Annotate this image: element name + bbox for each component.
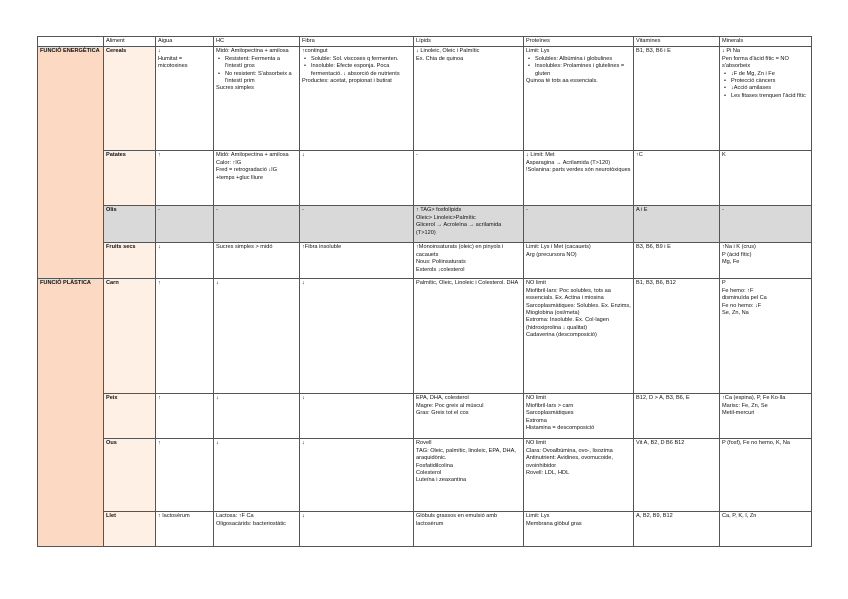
cell-line: Ca, P, K, I, Zn bbox=[722, 513, 757, 520]
food-name: Cereals bbox=[104, 47, 156, 151]
cell-line: ↓ Linoleic, Oleic i Palmític bbox=[416, 48, 480, 55]
cell-line: Fred = retrogradació ↓IG bbox=[216, 167, 278, 174]
nutrition-table bbox=[37, 36, 812, 547]
minerals-cell bbox=[720, 151, 812, 206]
cell-line: P (fosf), Fe no hemo, K, Na bbox=[722, 440, 790, 447]
cell-line: Estroma bbox=[526, 417, 547, 424]
lipids-cell bbox=[414, 243, 524, 279]
header-row bbox=[38, 37, 812, 47]
lipids-cell bbox=[414, 151, 524, 206]
bullet-item: • Les fitases trenquen l'àcid fític bbox=[731, 93, 809, 100]
table-row bbox=[38, 439, 812, 512]
header-hc: HC bbox=[214, 37, 300, 47]
cell-line: B1, B3, B6, B12 bbox=[636, 280, 676, 287]
food-name: Patates bbox=[104, 151, 156, 206]
fibra-cell bbox=[300, 243, 414, 279]
vitamines-cell bbox=[634, 151, 720, 206]
cell-line: P bbox=[722, 280, 726, 287]
cell-line: Rovell bbox=[416, 440, 432, 447]
food-name: Peix bbox=[104, 394, 156, 439]
bullet-item: • No resistent: S'absorbeix a l'intestí prim bbox=[225, 71, 297, 86]
cell-line: NO limit bbox=[526, 395, 546, 402]
food-name: Ous bbox=[104, 439, 156, 512]
header-section bbox=[38, 37, 104, 47]
cell-line: Pen forma d'àcid fític = NO s'absorbeix bbox=[722, 55, 789, 70]
hc-cell bbox=[214, 439, 300, 512]
header-proteines: Proteïnes bbox=[524, 37, 634, 47]
vitamines-cell bbox=[634, 279, 720, 394]
minerals-cell bbox=[720, 206, 812, 243]
minerals-cell bbox=[720, 243, 812, 279]
aigua-cell bbox=[156, 206, 214, 243]
cell-line: B12, D > A, B3, B6, E bbox=[636, 395, 690, 402]
proteines-cell bbox=[524, 47, 634, 151]
cell-line: Magre: Poc greix al múscul bbox=[416, 402, 484, 409]
cell-line: - bbox=[158, 207, 160, 214]
lipids-cell bbox=[414, 512, 524, 547]
aigua-cell bbox=[156, 47, 214, 151]
cell-line: Glicerol → Acroleïna → acrilamida (T>120) bbox=[416, 222, 502, 236]
vitamines-cell bbox=[634, 206, 720, 243]
fibra-cell bbox=[300, 47, 414, 151]
aigua-cell bbox=[156, 151, 214, 206]
hc-cell bbox=[214, 243, 300, 279]
cell-line: ↑ lactosèrum bbox=[158, 513, 190, 520]
cell-line: A i E bbox=[636, 207, 648, 214]
cell-line: Oleic> Linoleic>Palmític bbox=[416, 214, 476, 221]
aigua-cell bbox=[156, 243, 214, 279]
hc-cell bbox=[214, 512, 300, 547]
proteines-cell bbox=[524, 394, 634, 439]
hc-cell bbox=[214, 47, 300, 151]
bullet-item: • Insoluble: Efecte esponja. Poca fermentació. ↓ absorció de nutrients bbox=[311, 63, 411, 78]
cell-line: Se, Zn, Na bbox=[722, 309, 749, 316]
cell-line: Sarcoplasmàtiques bbox=[526, 410, 574, 417]
food-name: Olis bbox=[104, 206, 156, 243]
cell-line: TAG: Oleic, palmític, linoleic, EPA, DHA, araquidònic. bbox=[416, 447, 516, 462]
vitamines-cell bbox=[634, 439, 720, 512]
cell-line: - bbox=[526, 207, 528, 214]
cell-line: Metil-mercuri bbox=[722, 410, 755, 417]
bullet-list bbox=[302, 56, 411, 78]
vitamines-cell bbox=[634, 47, 720, 151]
header-minerals: Minerals bbox=[720, 37, 812, 47]
proteines-cell bbox=[524, 439, 634, 512]
cell-line: Midó: Amilopectina + amilosa bbox=[216, 48, 289, 55]
minerals-cell bbox=[720, 512, 812, 547]
cell-line: ↑ TAG> fosfolípids bbox=[416, 207, 462, 214]
proteines-cell bbox=[524, 279, 634, 394]
header-aigua: Aigua bbox=[156, 37, 214, 47]
cell-line: ↓ bbox=[302, 440, 305, 447]
hc-cell bbox=[214, 206, 300, 243]
cell-line: Histamina = descomposició bbox=[526, 424, 595, 431]
table-row bbox=[38, 206, 812, 243]
cell-line: Lactosa: ↑F Ca bbox=[216, 513, 254, 520]
cell-line: Fosfatidilcolina bbox=[416, 462, 453, 469]
cell-line: Arg (precursora NO) bbox=[526, 251, 577, 258]
minerals-cell bbox=[720, 279, 812, 394]
food-name: Carn bbox=[104, 279, 156, 394]
cell-line: Clara: Ovoalbúmina, ovo-, lisozima bbox=[526, 447, 613, 454]
cell-line: Sucres simples > midó bbox=[216, 244, 273, 251]
cell-line: Calor: ↑IG bbox=[216, 159, 242, 166]
table-row bbox=[38, 47, 812, 151]
lipids-cell bbox=[414, 47, 524, 151]
cell-line: Sarcoplasmàtiques: Solubles. Ex. Enzims, Mioglobina (oxi/meta) bbox=[526, 302, 631, 316]
cell-line: ↓ bbox=[302, 152, 305, 159]
fibra-cell bbox=[300, 206, 414, 243]
cell-line: P (àcid fític) bbox=[722, 251, 752, 258]
cell-line: ↑Ca (espina), P, Fe Ko·lla bbox=[722, 395, 786, 402]
section-label: FUNCIÓ ENERGÈTICA bbox=[38, 47, 104, 279]
fibra-cell bbox=[300, 279, 414, 394]
cell-line: Midó: Amilopectina + amilosa bbox=[216, 152, 289, 159]
bullet-item: • Solubles: Albúmina i globulines bbox=[535, 56, 631, 63]
cell-line: - bbox=[416, 152, 418, 159]
cell-line: ↓ bbox=[302, 513, 305, 520]
aigua-cell bbox=[156, 279, 214, 394]
food-name: Fruits secs bbox=[104, 243, 156, 279]
cell-line: ↑C bbox=[636, 152, 643, 159]
cell-line: ↓ Limit: Met bbox=[526, 152, 555, 159]
cell-line: - bbox=[722, 207, 724, 214]
cell-line: Estroma: Insoluble. Ex. Col·lagen (hidroxiprolina ↓ qualitat) bbox=[526, 317, 610, 331]
proteines-cell bbox=[524, 512, 634, 547]
cell-line: Palmític, Oleic, Linoleic i Colesterol. DHA bbox=[416, 280, 519, 287]
bullet-list bbox=[526, 56, 631, 78]
fibra-cell bbox=[300, 394, 414, 439]
cell-line: ↓ bbox=[216, 440, 219, 447]
cell-line: Colesterol bbox=[416, 469, 442, 476]
fibra-cell bbox=[300, 151, 414, 206]
cell-line: NO limit bbox=[526, 280, 546, 287]
cell-line: ↑contingut bbox=[302, 48, 328, 55]
bullet-item: • Soluble: Sol. viscoses q fermenten. bbox=[311, 56, 411, 63]
cell-line: ↑Na i K (crus) bbox=[722, 244, 756, 251]
header-fibra: Fibra bbox=[300, 37, 414, 47]
cell-line: Marisc: Fe, Zn, Se bbox=[722, 402, 768, 409]
bullet-item: • ↓Acció amilases bbox=[731, 85, 809, 92]
cell-line: Oligosacàrids: bacteriostàtic bbox=[216, 520, 286, 527]
cell-line: ↓ bbox=[302, 395, 305, 402]
cell-line: ↓ bbox=[302, 280, 305, 287]
fibra-cell bbox=[300, 439, 414, 512]
minerals-cell bbox=[720, 394, 812, 439]
lipids-cell bbox=[414, 279, 524, 394]
cell-line: B3, B6, B9 i E bbox=[636, 244, 671, 251]
lipids-cell bbox=[414, 439, 524, 512]
cell-line: - bbox=[302, 207, 304, 214]
cell-line: ↓ bbox=[216, 395, 219, 402]
hc-cell bbox=[214, 279, 300, 394]
table-row bbox=[38, 512, 812, 547]
section-label: FUNCIÓ PLÀSTICA bbox=[38, 279, 104, 547]
lipids-cell bbox=[414, 206, 524, 243]
proteines-cell bbox=[524, 243, 634, 279]
aigua-cell bbox=[156, 512, 214, 547]
bullet-item: • Insolubles: Prolamines i glutelines = gluten bbox=[535, 63, 631, 78]
minerals-cell bbox=[720, 47, 812, 151]
cell-line: Esterols ↓colesterol bbox=[416, 266, 465, 273]
cell-line: Luteïna i zeaxantina bbox=[416, 477, 467, 484]
cell-line: ↑ bbox=[158, 395, 161, 402]
hc-cell bbox=[214, 394, 300, 439]
cell-line: ↑Fibra insoluble bbox=[302, 244, 342, 251]
cell-line: B1, B3, B6 i E bbox=[636, 48, 671, 55]
cell-line: Cadaverina (descomposició) bbox=[526, 332, 597, 338]
cell-line: Ex. Chia de quinoa bbox=[416, 55, 464, 62]
header-aliment: Aliment bbox=[104, 37, 156, 47]
cell-line: EPA, DHA, colesterol bbox=[416, 395, 469, 402]
minerals-cell bbox=[720, 439, 812, 512]
cell-line: Asparagina → Acrilamida (T>120) bbox=[526, 159, 611, 166]
cell-line: - bbox=[216, 207, 218, 214]
table-row bbox=[38, 243, 812, 279]
cell-line: Fe no hemo: ↓F bbox=[722, 302, 762, 309]
cell-line: ↓ bbox=[158, 244, 161, 251]
cell-line: ↑ bbox=[158, 280, 161, 287]
bullet-item: • Protecció càncers bbox=[731, 78, 809, 85]
cell-line: ↑ bbox=[158, 152, 161, 159]
table-row bbox=[38, 279, 812, 394]
cell-line: Miofibril·lars: Poc solubles, tots aa essencials. Ex. Actina i miosina bbox=[526, 287, 611, 302]
table-row bbox=[38, 151, 812, 206]
bullet-list bbox=[216, 56, 297, 86]
cell-line: Glòbuls grassos en emulsió amb lactosèrum bbox=[416, 513, 498, 527]
fibra-cell bbox=[300, 512, 414, 547]
cell-line: Productes: acetat, propionat i butirat bbox=[302, 77, 392, 84]
cell-line: Limit: Lys bbox=[526, 48, 550, 55]
cell-line: ↓ Pi Na bbox=[722, 48, 741, 55]
cell-line: disminuïda pel Ca bbox=[722, 295, 767, 302]
vitamines-cell bbox=[634, 243, 720, 279]
cell-line: Quinoa té tots aa essencials. bbox=[526, 77, 598, 84]
cell-line: Limit: Lys i Met (cacauets) bbox=[526, 244, 591, 251]
cell-line: NO limit bbox=[526, 440, 546, 447]
header-lipids: Lípids bbox=[414, 37, 524, 47]
header-vitamines: Vitamines bbox=[634, 37, 720, 47]
cell-line: K bbox=[722, 152, 726, 159]
cell-line: ↓ bbox=[216, 280, 219, 287]
cell-line: Humitat = micotoxines bbox=[158, 55, 188, 70]
cell-line: Fe hemo: ↑F bbox=[722, 287, 754, 294]
cell-line: ↓ bbox=[158, 48, 161, 55]
bullet-item: • Resistent: Fermenta a l'intestí gros bbox=[225, 56, 297, 71]
bullet-list bbox=[722, 71, 809, 101]
cell-line: !Solanina: parts verdes són neurotòxiques bbox=[526, 167, 631, 174]
cell-line: A, B2, B9, B12 bbox=[636, 513, 673, 520]
aigua-cell bbox=[156, 439, 214, 512]
aigua-cell bbox=[156, 394, 214, 439]
proteines-cell bbox=[524, 206, 634, 243]
table-body bbox=[38, 47, 812, 547]
cell-line: Vit A, B2, D B6 B12 bbox=[636, 440, 685, 447]
hc-cell bbox=[214, 151, 300, 206]
proteines-cell bbox=[524, 151, 634, 206]
cell-line: ↑Monoinsaturats (oleic) en pinyols i cacauets bbox=[416, 244, 504, 258]
cell-line: Rovell: LDL, HDL bbox=[526, 469, 570, 476]
cell-line: +temps +gluc lliure bbox=[216, 174, 263, 181]
cell-line: Miofibril·lars > carn bbox=[526, 402, 574, 409]
vitamines-cell bbox=[634, 394, 720, 439]
cell-line: Membrana glòbul gras bbox=[526, 520, 582, 527]
cell-line: Gras: Greix tot el cos bbox=[416, 410, 469, 417]
cell-line: Limit: Lys bbox=[526, 513, 550, 520]
cell-line: Nous: Poliinsaturats bbox=[416, 259, 466, 266]
cell-line: ↑ bbox=[158, 440, 161, 447]
cell-line: Mg, Fe bbox=[722, 259, 740, 266]
vitamines-cell bbox=[634, 512, 720, 547]
table-row bbox=[38, 394, 812, 439]
cell-line: Antinutrient: Avidines, ovomucoide, ovoinhibidor bbox=[526, 455, 613, 469]
bullet-item: • ↓F de Mg, Zn i Fe bbox=[731, 71, 809, 78]
cell-line: Sucres simples bbox=[216, 85, 254, 92]
lipids-cell bbox=[414, 394, 524, 439]
food-name: Llet bbox=[104, 512, 156, 547]
